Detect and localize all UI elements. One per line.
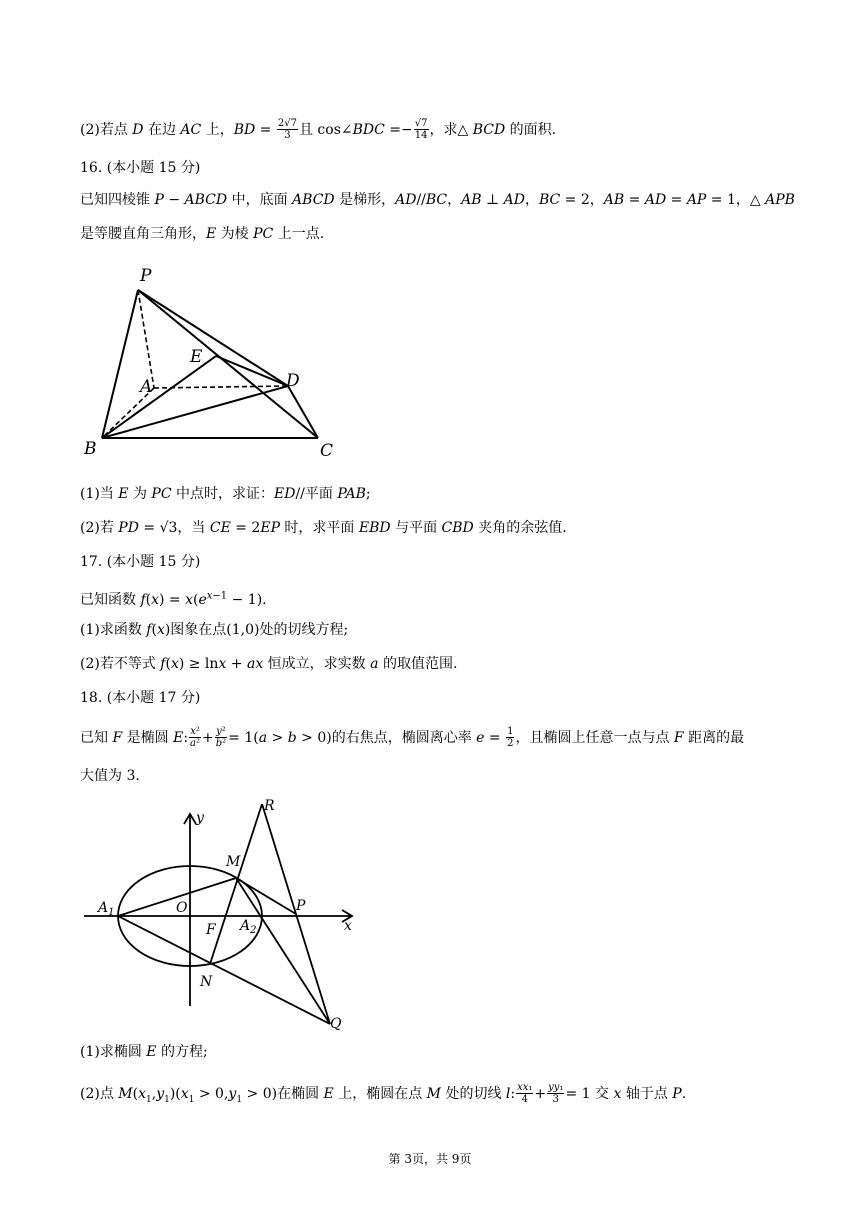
q16-part1: (1)当 E 为 PC 中点时，求证：ED//平面 PAB; bbox=[80, 486, 371, 502]
q15-part2 bbox=[80, 118, 556, 141]
label-M: M bbox=[226, 854, 241, 870]
q16-statement-line1: 已知四棱锥 P − ABCD 中，底面 ABCD 是梯形，AD//BC，AB ⊥ AD，BC = 2，AB = AD = AP = 1，△ APB bbox=[80, 192, 795, 208]
pyramid-figure bbox=[78, 262, 338, 462]
q15-part2-text: (2)若点 D 在边 AC 上，BD = $\frac{2√7}{3}$ 且 cos∠BDC =− $\frac{√7}{14}$ ，求△ BCD 的面积. bbox=[80, 118, 557, 141]
label-N: N bbox=[200, 974, 213, 990]
label-O: O bbox=[176, 900, 188, 916]
q16-heading: 16. (本小题 15 分) bbox=[80, 160, 201, 176]
label-Q: Q bbox=[330, 1016, 342, 1032]
q17-statement: 已知函数 $f(x) = x(e^{x-1} - 1)$. bbox=[80, 590, 267, 608]
q18-part1: (1)求椭圆 E 的方程; bbox=[80, 1044, 208, 1060]
q18-part2: (2)点 $M(x_1,y_1)(x_1 > 0,y_1 > 0)$在椭圆 E 上，椭圆在点 M 处的切线 l: $\frac{\text{xx₁}}{4}$ + $\frac{\text{yy₁}}{3}$ = 1 交 x 轴于点 P. bbox=[80, 1082, 687, 1105]
label-A: A bbox=[140, 377, 153, 397]
label-B: B bbox=[84, 439, 97, 459]
q18-statement-line2: 大值为 3. bbox=[80, 768, 140, 784]
label-x: x bbox=[344, 918, 352, 934]
q18-heading: 18. (本小题 17 分) bbox=[80, 690, 201, 706]
page-footer: 第 3页，共 9页 bbox=[388, 1152, 472, 1166]
label-P: P bbox=[140, 266, 152, 286]
label-D: D bbox=[286, 371, 300, 391]
label-C: C bbox=[320, 441, 334, 461]
q17-part2: (2)若不等式 f(x) ≥ lnx + ax 恒成立，求实数 a 的取值范围. bbox=[80, 656, 458, 672]
q16-part2: (2)若 PD = √3，当 CE = 2EP 时，求平面 EBD 与平面 CBD 夹角的余弦值. bbox=[80, 520, 567, 536]
label-F: F bbox=[206, 922, 216, 938]
q16-statement-line2: 是等腰直角三角形，E 为棱 PC 上一点. bbox=[80, 226, 325, 242]
ellipse-figure bbox=[80, 796, 370, 1036]
q18-statement-line1: 已知 F 是椭圆 E: $\frac{\text{x²}}{\text{a²}}$ + $\frac{\text{y²}}{\text{b²}}$ = 1(a > b > 0)的右焦点，椭圆离心率 e = $\frac{1}{2}$ ，且椭圆上任意一点与点 F 距离的最 bbox=[80, 726, 745, 749]
q17-heading: 17. (本小题 15 分) bbox=[80, 554, 201, 570]
label-R: R bbox=[264, 798, 275, 814]
label-E: E bbox=[190, 347, 203, 367]
label-A1: $A_1$ bbox=[98, 900, 115, 918]
label-y: y bbox=[196, 810, 204, 826]
label-P2: P bbox=[296, 898, 306, 914]
label-A2: $A_2$ bbox=[240, 918, 257, 936]
q17-part1: (1)求函数 f(x)图象在点(1,0)处的切线方程; bbox=[80, 622, 349, 638]
